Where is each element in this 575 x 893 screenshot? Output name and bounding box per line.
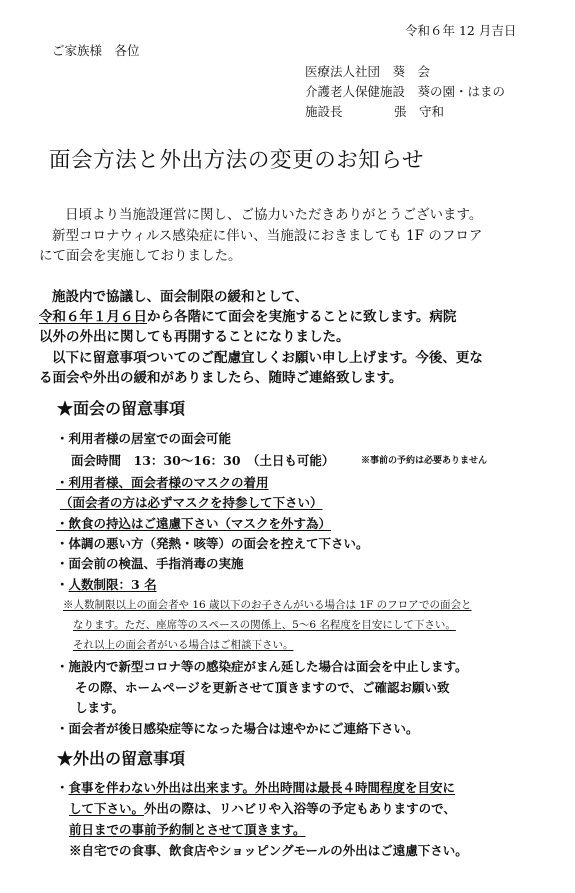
notice-line-5: る面会や外出の緩和がありましたら、随時ご連絡致します。: [39, 370, 403, 386]
outing-heading-text: 外出の留意事項: [73, 749, 186, 768]
visit-item-7-line-1: ・施設内で新型コロナ等の感染症がまん延した場合は面会を中止します。: [56, 659, 468, 674]
visit-item-5: ・面会前の検温、手指消毒の実施: [56, 556, 244, 571]
headcount-limit: 人数制限：3 名: [68, 577, 157, 592]
director-name: 張 守和: [394, 104, 445, 119]
outing-line-4: ※自宅での食事、飲食店やショッピングモールの外出はご遠慮下さい。: [69, 843, 468, 858]
outing-line-1: [56, 782, 455, 795]
bullet: ・: [56, 577, 69, 592]
visit-note-line-3: それ以上の面会者がいる場合はご相談下さい。: [73, 639, 294, 651]
visit-item-4: ・体調の悪い方（発熱・咳等）の面会を控えて下さい。: [56, 536, 369, 551]
org-name-2: 介護老人保健施設 葵の園・はまの: [305, 84, 506, 99]
visit-hours: 面会時間 13：30～16：30 （土日も可能）: [71, 453, 335, 468]
visit-heading-text: 面会の留意事項: [73, 399, 186, 418]
intro-line-3: にて面会を実施しておりました。: [39, 248, 242, 264]
outing-section-heading: [57, 751, 185, 767]
visit-item-7-line-2: その際、ホームページを更新させて頂きますので、ご確認お願い致: [75, 680, 450, 695]
page-title: 面会方法と外出方法の変更のお知らせ: [49, 148, 425, 173]
visit-reservation-note: ※事前の予約は必要ありません: [361, 456, 488, 466]
visit-item-3: ・飲食の持込はご遠慮下さい（マスクを外す為）: [56, 516, 332, 531]
visit-section-heading: [57, 401, 185, 417]
visit-item-2-sub: （面会者の方は必ずマスクを持参して下さい）: [60, 495, 323, 510]
star-icon: ★: [57, 399, 74, 418]
bullet: ・: [56, 780, 69, 795]
notice-line-4: 以下に留意事項ついてのご配慮宜しくお願い申し上げます。今後、更な: [52, 350, 483, 366]
intro-line-1: 日頃より当施設運営に関し、ご協力いただきありがとうございます。: [65, 207, 483, 223]
visit-item-7-line-3: します。: [75, 700, 125, 715]
director-title: 施設長: [305, 104, 343, 119]
notice-line-3: 以外の外出に関しても再開することになりました。: [39, 329, 350, 345]
outing-line-2-a: して下さい。: [69, 801, 145, 816]
visit-note-line-2: なります。ただ、座席等のスペースの関係上、5～6 名程度を目安にして下さい。: [73, 619, 456, 631]
intro-line-2: 新型コロナウィルス感染症に伴い、当施設におきましても 1F のフロア: [52, 228, 483, 244]
issue-date: 令和６年 12 月吉日: [405, 23, 517, 38]
notice-line-2: [39, 311, 456, 325]
visit-note-line-1: ※人数制限以上の面会者や 16 歳以下のお子さんがいる場合は 1F のフロアでの面会と: [63, 599, 472, 611]
start-date: 令和６年１月６日: [39, 309, 147, 325]
visit-item-6: [56, 579, 157, 592]
addressee: ご家族様 各位: [52, 43, 140, 58]
star-icon: ★: [57, 749, 74, 768]
org-name-1: 医療法人社団 葵 会: [305, 64, 431, 79]
outing-line-3: 前日までの事前予約制とさせて頂きます。: [69, 822, 306, 837]
visit-item-8: ・面会者が後日感染症等になった場合は速やかにご連絡下さい。: [56, 721, 419, 736]
notice-line-1: 施設内で協議し、面会制限の緩和として、: [52, 289, 309, 305]
notice-line-2-rest: から各階にて面会を実施することに致します。病院: [147, 309, 457, 325]
outing-line-1-text: 食事を伴わない外出は出来ます。外出時間は最長４時間程度を目安に: [68, 780, 456, 795]
outing-line-2-b: 外出の際は、リハビリや入浴等の予定もありますので、: [144, 801, 456, 816]
visit-item-1: ・利用者様の居室での面会可能: [56, 431, 232, 446]
outing-line-2: [69, 803, 456, 816]
visit-item-2: ・利用者様、面会者様のマスクの着用: [56, 475, 269, 490]
